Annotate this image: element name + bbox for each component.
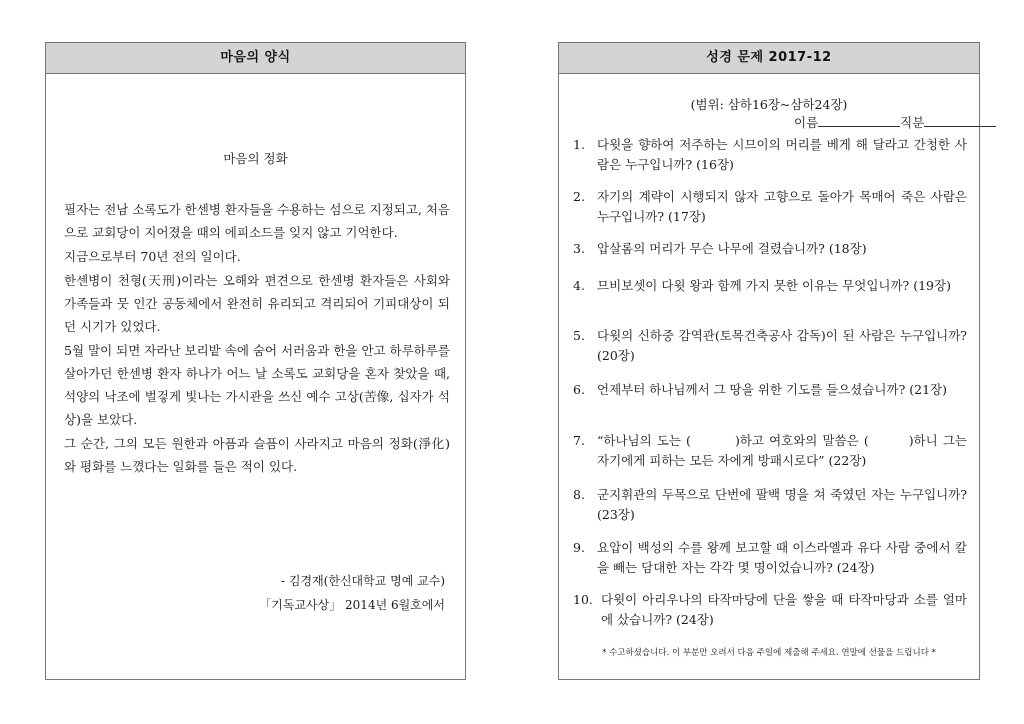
quiz-footnote: * 수고하셨습니다. 이 부분만 오려서 다음 주일에 제출해 주세요. 연말에 선물을 드립니다 * bbox=[602, 648, 936, 658]
question-number: 10. bbox=[573, 592, 593, 607]
question-text-part: )하고 여호와의 말씀은 ( bbox=[734, 433, 869, 448]
question-text: 다윗이 아리우나의 타작마당에 단을 쌓을 때 타작마당과 소를 얼마에 샀습니까? (24장) bbox=[601, 592, 967, 627]
question-item bbox=[573, 187, 967, 227]
question-text: 군지휘관의 두목으로 단번에 팔백 명을 쳐 죽였던 자는 누구입니까? (23장) bbox=[597, 487, 967, 522]
position-blank[interactable] bbox=[924, 114, 996, 127]
essay-signature bbox=[259, 569, 445, 617]
question-number: 9. bbox=[573, 540, 585, 555]
essay-paragraph: 한센병이 천형(天刑)이라는 오해와 편견으로 한센병 환자들은 사회와 가족들과 뭇 인간 공동체에서 완전히 유리되고 격리되어 기피대상이 되던 시기가 있었다. bbox=[64, 273, 450, 334]
essay-source: 「기독교사상」 2014년 6월호에서 bbox=[259, 598, 445, 612]
devotional-panel bbox=[45, 42, 466, 680]
name-label: 이름 bbox=[794, 115, 819, 130]
question-text bbox=[597, 431, 967, 471]
question-item bbox=[573, 538, 967, 578]
question-text: 다윗의 신하중 감역관(토목건축공사 감독)이 된 사람은 누구입니까? (20장) bbox=[597, 328, 967, 363]
question-text: 다윗을 향하여 저주하는 시므이의 머리를 베게 해 달라고 간청한 사람은 누구입니까? (16장) bbox=[597, 137, 967, 172]
question-item bbox=[573, 431, 967, 471]
question-number: 1. bbox=[573, 137, 585, 152]
question-item bbox=[573, 590, 967, 630]
question-item bbox=[573, 326, 967, 366]
question-number: 8. bbox=[573, 487, 585, 502]
question-text-part: “하나님의 도는 ( bbox=[597, 433, 691, 448]
question-item bbox=[573, 380, 967, 400]
question-item bbox=[573, 485, 967, 525]
question-text: 언제부터 하나님께서 그 땅을 위한 기도를 들으셨습니까? (21장) bbox=[597, 382, 947, 397]
essay-paragraph: 필자는 전남 소록도가 한센병 환자들을 수용하는 섬으로 지정되고, 처음으로 교회당이 지어졌을 때의 에피소드를 잊지 않고 기억한다. bbox=[64, 202, 450, 240]
question-text: 자기의 계략이 시행되지 않자 고향으로 돌아가 목매어 죽은 사람은 누구입니까? (17장) bbox=[597, 189, 967, 224]
essay-author: - 김경재(한신대학교 명예 교수) bbox=[281, 574, 445, 588]
essay-paragraph: 5월 말이 되면 자라난 보리밭 속에 숨어 서러움과 한을 안고 하루하루를 살아가던 한센병 환자 하나가 어느 날 소록도 교회당을 혼자 찾았을 때, 석양의 낙조에 벌겋게 빛나는 가시관을 쓰신 예수 고상(苦像, 십자가 석상)을 보았다. bbox=[64, 343, 450, 427]
essay-paragraph: 그 순간, 그의 모든 원한과 아픔과 슬픔이 사라지고 마음의 정화(淨化)와 평화를 느꼈다는 일화를 들은 적이 있다. bbox=[64, 436, 450, 474]
name-position-line bbox=[794, 113, 996, 131]
devotional-header: 마음의 양식 bbox=[46, 43, 465, 74]
question-item bbox=[573, 276, 967, 296]
bible-quiz-panel bbox=[558, 42, 980, 680]
quiz-header: 성경 문제 2017-12 bbox=[559, 43, 979, 74]
name-blank[interactable] bbox=[818, 114, 900, 127]
question-text: 압살롬의 머리가 무슨 나무에 걸렸습니까? (18장) bbox=[597, 241, 867, 256]
question-text: 요압이 백성의 수를 왕께 보고할 때 이스라엘과 유다 사람 중에서 칼을 빼는 담대한 자는 각각 몇 명이었습니까? (24장) bbox=[597, 540, 967, 575]
essay-title: 마음의 정화 bbox=[223, 151, 288, 166]
question-number: 3. bbox=[573, 241, 585, 256]
question-item bbox=[573, 239, 967, 259]
question-text: 므비보셋이 다윗 왕과 함께 가지 못한 이유는 무엇입니까? (19장) bbox=[597, 278, 951, 293]
essay-body bbox=[64, 198, 450, 479]
question-number: 6. bbox=[573, 382, 585, 397]
question-number: 4. bbox=[573, 278, 585, 293]
position-label: 직분 bbox=[900, 115, 925, 130]
quiz-scope: (범위: 삼하16장~삼하24장) bbox=[690, 97, 848, 112]
question-item bbox=[573, 135, 967, 175]
question-number: 7. bbox=[573, 433, 585, 448]
question-number: 2. bbox=[573, 189, 585, 204]
question-text-part: )하니 그는 자기에게 피하는 모든 자에게 방패시로다” (22장) bbox=[597, 433, 967, 468]
essay-paragraph: 지금으로부터 70년 전의 일이다. bbox=[64, 249, 241, 264]
question-number: 5. bbox=[573, 328, 585, 343]
